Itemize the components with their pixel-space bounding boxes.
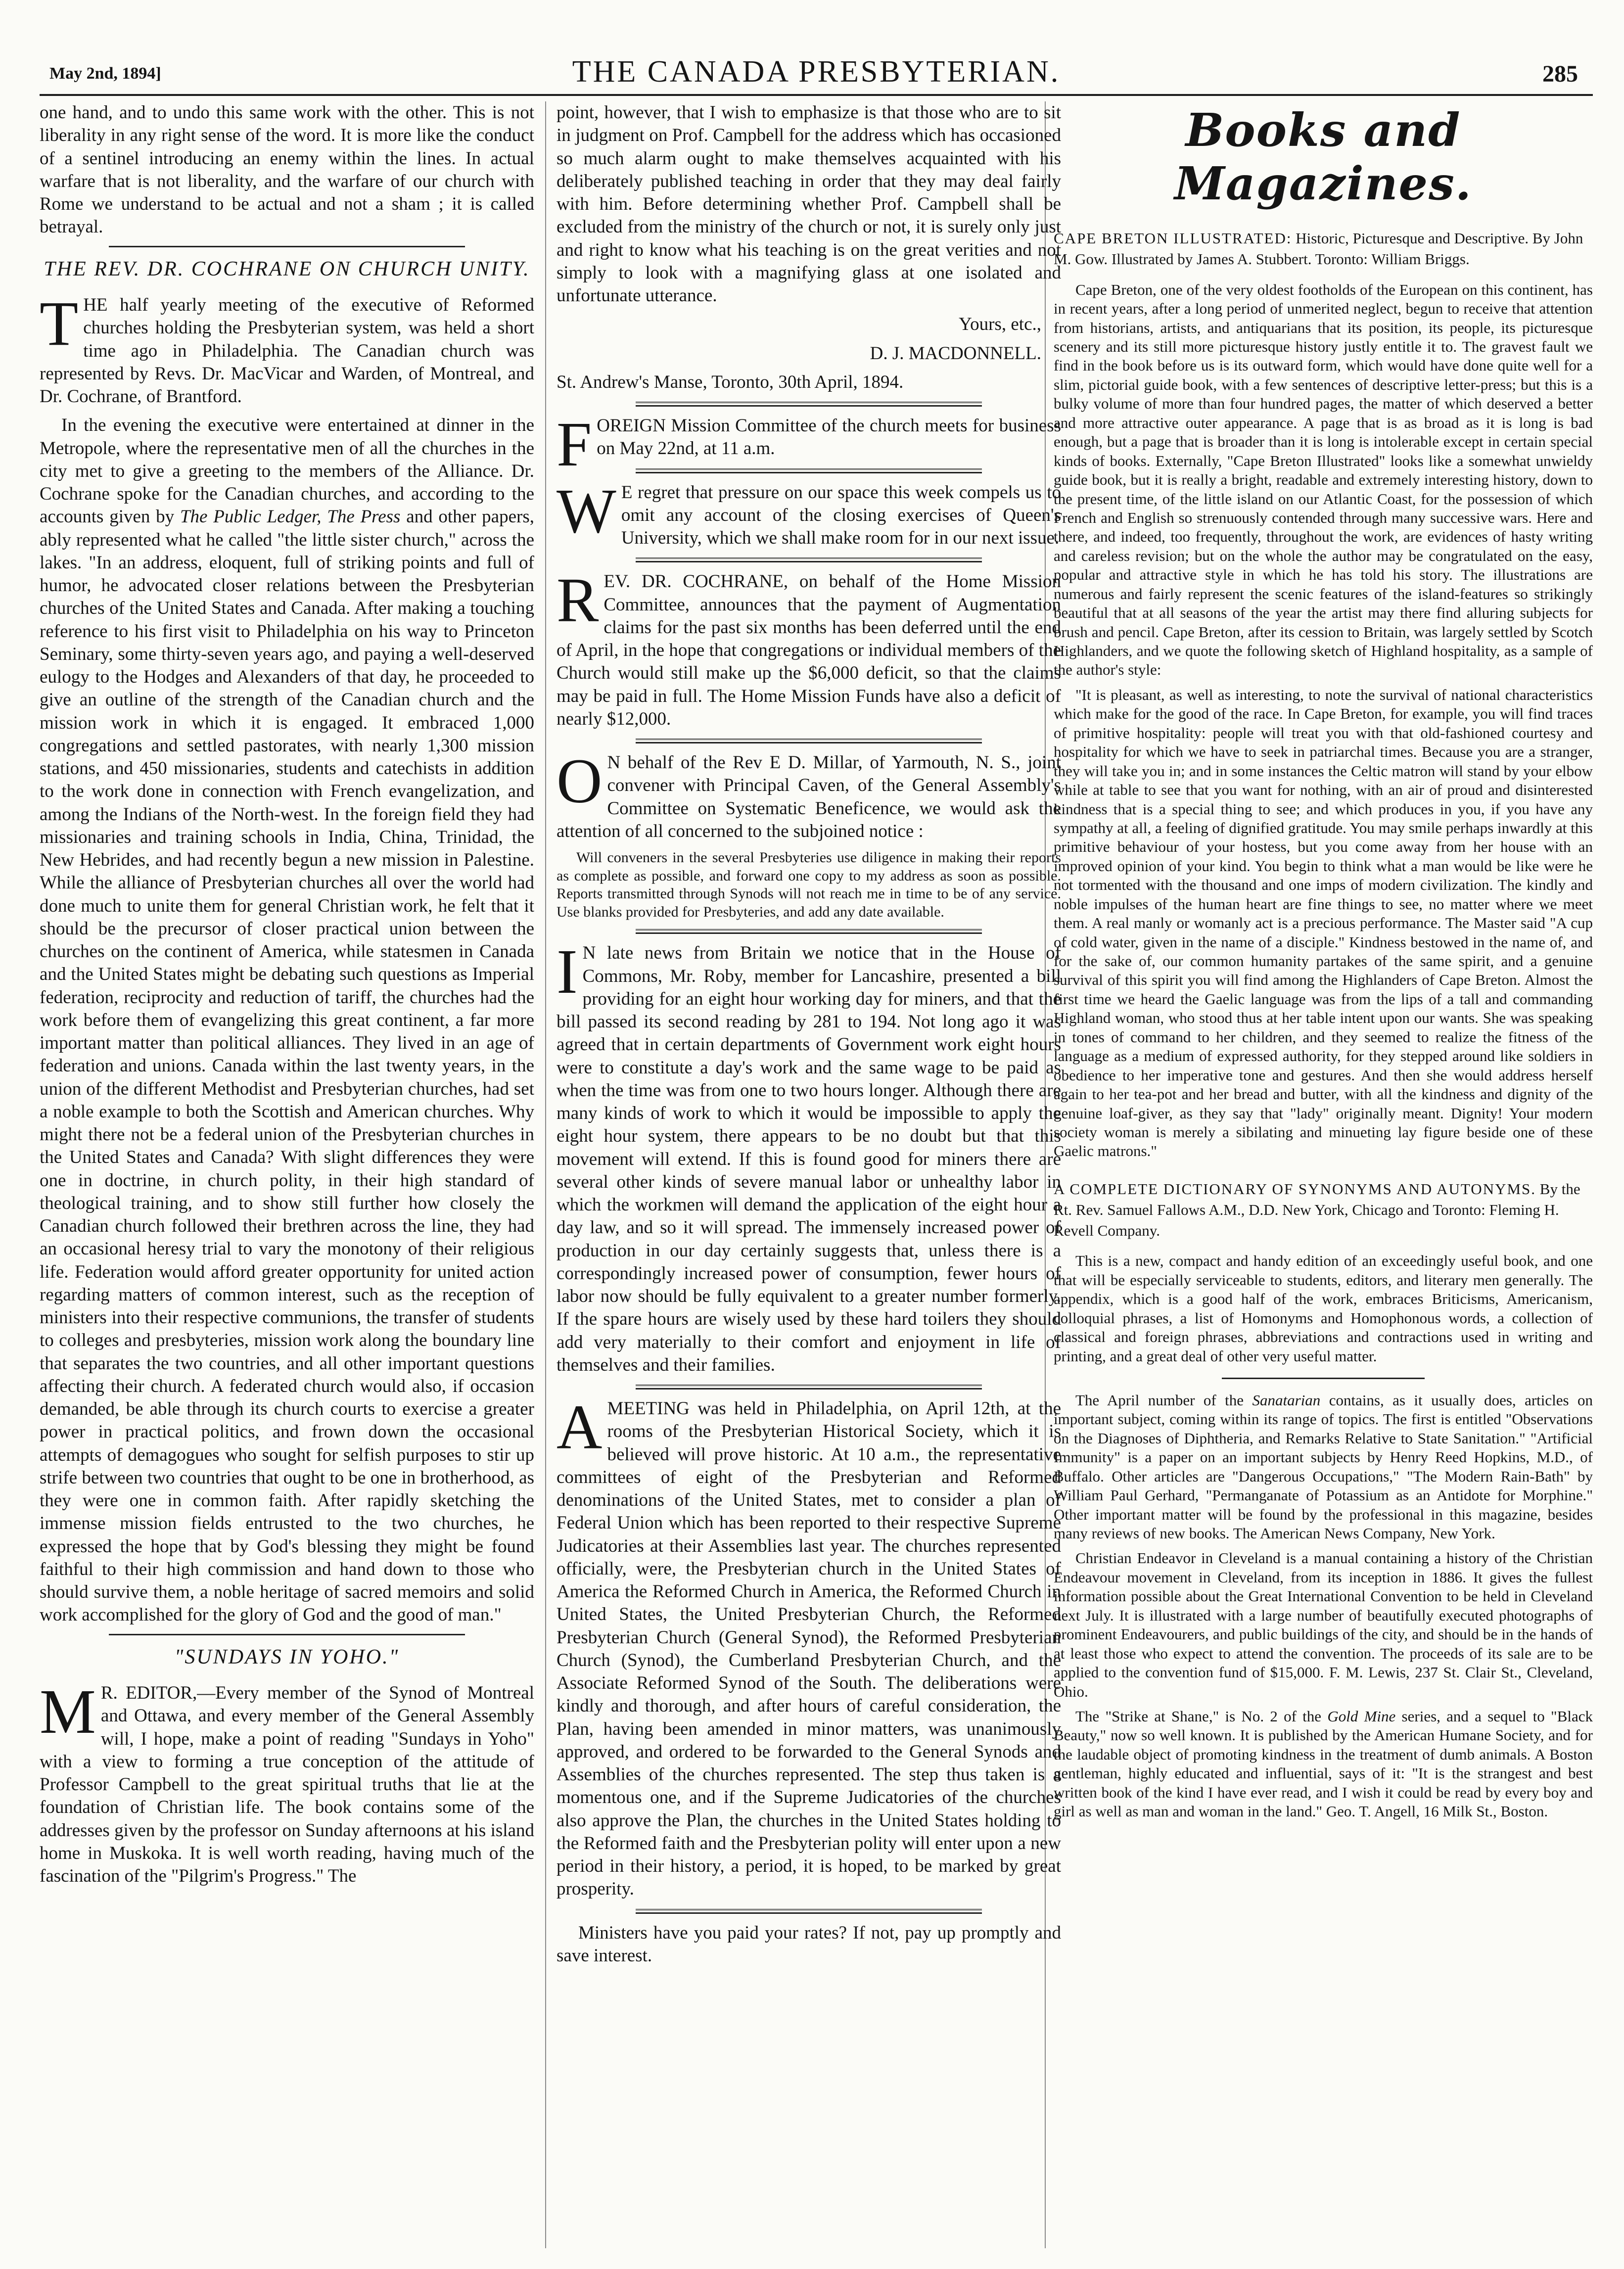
article-paragraph: THE half yearly meeting of the executive of Reformed churches holding the Presbyterian system, was held a short time ago in Philadelphia. The Canadian church was represented by Revs. Dr. MacVicar and Warden, of Montreal, and Dr. Cochrane, of Brantford.	[40, 288, 534, 407]
masthead-title: THE CANADA PRESBYTERIAN.	[572, 55, 1061, 89]
section-rule	[636, 1909, 982, 1914]
article-paragraph: In the evening the executive were entertained at dinner in the Metropole, where the representative men of all the churches in the city met to give a greeting to the members of the Alliance. Dr. Cochrane spoke for the Canadian churches, and according to the accounts given by The Public Ledger, The Press and other papers, ably represented what he called "the little sister church," across the lakes. "In an address, eloquent, full of striking points and full of humor, he advocated closer relations between the Presbyterian churches of the United States and Canada. After making a touching reference to his first visit to Philadelphia on his way to Princeton Seminary, some thirty-seven years ago, and paying a well-deserved eulogy to the Hodges and Alexanders of that day, he proceeded to give an outline of the strength of the Canadian church and the mission work in which it is engaged. It embraced 1,000 congregations and settled pastorates, with nearly 1,300 mission stations, and 450 missionaries, students and catechists in addition to the work done in connection with French evangelization, and among the Indians of the North-west. In the foreign field they had missionaries and training schools in India, China, Trinidad, the New Hebrides, and had recently begun a new mission in Palestine. While the alliance of Presbyterian churches all over the world had done much to unite them for general Christian work, he felt that it should be the precursor of closer practical union between the churches on the continent of America, while statesmen in Canada and the United States might be debating such questions as Imperial federation, reciprocity and reduction of tariff, the churches had the work before them of evangelizing this great continent, a far more important matter than political alliances. They lived in an age of federation and unions. Canada within the last twenty years, in the union of the different Methodist and Presbyterian churches, had set a noble example to both the Scottish and American churches. Why might there not be a federal union of the Presbyterian churches in the United States and Canada? With slight differences they were one in doctrine, in church polity, in their high standard of theological training, and to show still further how closely the Canadian church followed their brethren across the line, they had an occasional heresy trial to vary the monotony of their religious life. Federation would afford greater opportunity for united action regarding matters of common interest, such as the reception of ministers into their respective communions, the transfer of students to colleges and presbyteries, mission work along the boundary line that separates the two countries, and all other important questions affecting their church. A federated church would also, if occasion demanded, be able through its church courts to exercise a greater power in practical politics, and frown down the occasional attempts of demagogues who sought for selfish purposes to stir up strife between two countries that ought to be one in brotherhood, as they were one in common faith. After rapidly sketching the immense mission fields entrusted to the two churches, he expressed the hope that by God's blessing they might be found faithful to their high commission and hand down to those who should survive them, a noble heritage of sacred memoirs and solid work accomplished for the glory of God and the good of man."	[40, 415, 534, 1625]
continued-paragraph: one hand, and to undo this same work with the other. This is not liberality in any right sense of the word. It is more like the conduct of a sentinel introducing an enemy within the lines. In actual warfare that is not liberality, and the warfare of our church with Rome we understand to be actual and not a sham ; it is called betrayal.	[40, 102, 534, 237]
column-2	[557, 101, 1061, 2248]
column-divider	[545, 101, 546, 2248]
drop-cap: R	[557, 565, 599, 636]
section-rule	[636, 557, 982, 562]
section-rule	[636, 929, 982, 934]
section-rule	[109, 246, 465, 247]
series-title: Gold Mine	[1327, 1707, 1396, 1725]
magazine-review: Christian Endeavor in Cleveland is a manual containing a history of the Christian Endeavour movement in Cleveland, from its inception in 1886. It gives the fullest information possible about the Great International Convention to be held in Cleveland next July. It is illustrated with a large number of beautifully executed photographs of prominent Endeavourers, and public buildings of the city, and should be in the hands of at least those who expect to attend the convention. The proceeds of its sale are to be applied to the convention fund of $15,000. F. M. Lewis, 237 St. Clair St., Cleveland, Ohio.	[1054, 1549, 1593, 1700]
notice-rates: Ministers have you paid your rates? If not, pay up promptly and save interest.	[557, 1922, 1061, 1966]
letter-signature: D. J. MACDONNELL.	[870, 343, 1041, 364]
book-meta: By the Rt. Rev. Samuel Fallows A.M., D.D. New York, Chicago and Toronto: Fleming H. Revell Company.	[1054, 1180, 1580, 1239]
drop-cap: F	[557, 409, 592, 479]
article-philadelphia-meeting: AMEETING was held in Philadelphia, on April 12th, at the rooms of the Presbyterian Historical Society, which it is believed will prove historic. At 10 a.m., the representative committees of eight of the Presbyterian and Reformed denominations of the United States, met to consider a plan of Federal Union which has been reported to their respective Supreme Judicatories at their Assemblies last year. The churches represented officially, were, the Presbyterian church in the United States of America the Reformed Church in America, the Reformed Church in United States, the United Presbyterian Church, the Reformed Presbyterian Church (General Synod), the Reformed Presbyterian Church (Synod), the Cumberland Presbyterian Church, and the Associate Reformed Synod of the South. The deliberations were kindly and thorough, and after hours of careful consideration, the Plan, having been amended in minor matters, was unanimously approved, and ordered to be forwarded to the General Synods and Assemblies of the churches represented. The step thus taken is a momentous one, and if the Supreme Judicatories of the churches also approve the Plan, the churches in the United States holding to the Reformed faith and the Presbyterian polity will enter upon a new period in their history, a period, it is hoped, to be marked by great prosperity.	[557, 1392, 1061, 1899]
notice-systematic-beneficence: O N behalf of the Rev E D. Millar, of Yarmouth, N. S., joint convener with Principal Caven, of the General Assembly's Committee on Systematic Beneficence, we would ask the attention of all concerned to the subjoined notice :	[557, 746, 1061, 841]
drop-cap: W	[557, 475, 616, 546]
subjoined-notice: Will conveners in the several Presbyteries use diligence in making their reports as complete as possible, and forward one copy to my address as soon as possible. Reports transmitted through Synods will not reach me in time to be of any service. Use blanks provided for Presbyteries, and add any date available.	[557, 849, 1061, 920]
section-rule	[636, 1385, 982, 1389]
drop-cap: I	[557, 936, 578, 1007]
article-heading-sundays-in-yoho: "SUNDAYS IN YOHO."	[174, 1645, 400, 1668]
article-eight-hour-day: I N late news from Britain we notice that in the House of Commons, Mr. Roby, member for Lancashire, presented a bill providing for an eight hour working day for miners, and that the bill passed its second reading by 281 to 194. Not long ago it was agreed that in certain departments of Government work eight hours were to constitute a day's work and the same wage to be paid as when the time was from one to two hours longer. Although there are many kinds of work to which it would be impossible to apply the eight hour system, there appears to be no doubt but that this movement will extend. If this is found good for miners there are several other kinds of severe manual labor or unhealthy labor in which the workmen will demand the application of the eight hour a day law, and so it will spread. The immensely increased power of production in our day certainly suggests that, unless there is a correspondingly increased power of consumption, fewer hours of labor now should be fully equivalent to a greater number formerly. If the spare hours are wisely used by these hard toilers they should add very materially to their comfort and enjoyment in life of themselves and their families.	[557, 936, 1061, 1375]
book-quote: "It is pleasant, as well as interesting, to note the survival of national characteristics which make for the good of the race. In Cape Breton, for example, you will find traces of primitive hospitality: people will treat you with that old-fashioned courtesy and hospitality for which we have to seek in patriarchal times. Because you are a stranger, they will take you in; and in some instances the Celtic matron will stand by your elbow while at table to see that you want for nothing, with an air of proud and disinterested kindness that is a special thing to see; and which produces in you, if you have any sympathy at all, a feeling of dignified gratitude. You may smile perhaps inwardly at this primitive behaviour of your hostess, but you come away from her house with an improved opinion of your kind. You begin to think what a man would be like were he not tormented with the thousand and one imps of modern civilization. The kindly and noble impulses of the human heart are fine things to see, no matter where we meet them. A real manly or womanly act is a precious performance. The Master said "A cup of cold water, given in the name of a disciple." Kindness bestowed in the name of, and for the sake of, our common humanity partakes of the same spirit, and a genuine survival of this spirit you will find among the Highlanders of Cape Breton. Almost the first time we heard the Gaelic language was from the lips of a tall and commanding Highland woman, who stood thus at her table intent upon our wants. She was speaking in tones of command to her children, and they seemed to realize the fitness of the language as a medium of expressed authority, for they stepped around like soldiers in obedience to her imperative tone and gestures. And then she would address herself again to her tea-pot and her bread and butter, with all the kindness and dignity of the genuine loaf-giver, as they say that "lady" originally meant. Dignity! Your modern society woman is merely a sibilating and minueting lay figure beside one of these Gaelic matrons."	[1054, 686, 1593, 1160]
section-rule	[636, 402, 982, 407]
drop-cap: T	[40, 288, 79, 359]
drop-cap: M	[40, 1676, 96, 1747]
book-heading	[1054, 228, 1593, 270]
magazine-review: The April number of the Sanatarian contains, as it usually does, articles on important subject, coming within its range of topics. The first is entitled "Observations on the Diagnoses of Diphtheria, and Remarks Relative to State Sanitation." "Artificial Immunity" is a paper on an important subjects by Henry Reed Hopkins, M.D., of Buffalo. Other articles are "Dangerous Occupations," "The Modern Rain-Bath" by William Paul Gerhard, "Permanganate of Potassium as an Antidote for Morphine." Other important matter will be found by the professional in this magazine, besides many reviews of new books. The American News Company, New York.	[1054, 1391, 1593, 1542]
section-rule	[1222, 1378, 1425, 1379]
source-citation: The Public Ledger, The Press	[180, 507, 401, 527]
letter-dateline: St. Andrew's Manse, Toronto, 30th April, 1894.	[557, 371, 904, 392]
article-paragraph: M R. EDITOR,—Every member of the Synod of Montreal and Ottawa, and every member of the General Assembly will, I hope, make a point of reading "Sundays in Yoho" with a view to forming a true conception of the attitude of Professor Campbell to the great spiritual truths that lie at the foundation of Christian life. The book contains some of the addresses given by the professor on Sunday afternoons at his island home in Muskoka. It is well worth reading, having much of the fascination of the "Pilgrim's Progress." The	[40, 1676, 534, 1886]
magazine-title: Sanatarian	[1252, 1391, 1321, 1409]
book-review: This is a new, compact and handy edition of an exceedingly useful book, and one that will be especially serviceable to students, editors, and literary men generally. The appendix, which is a good half of the work, embraces Briticisms, Americanism, colloquial phrases, a list of Homonyms and Homophonous words, a collection of classical and foreign phrases, abbreviations and contractions used in writing and printing, and a great deal of other very useful matter.	[1054, 1252, 1593, 1365]
section-rule	[636, 468, 982, 473]
page-number: 285	[1542, 61, 1578, 87]
column-3	[1054, 101, 1593, 2248]
letter-closing: Yours, etc.,	[959, 314, 1041, 335]
article-heading-church-unity: THE REV. DR. COCHRANE ON CHURCH UNITY.	[44, 257, 530, 280]
issue-date: May 2nd, 1894]	[49, 64, 161, 83]
drop-cap: A	[557, 1392, 603, 1463]
section-title-books-and-magazines: Books and Magazines.	[1174, 103, 1472, 210]
book-title: A COMPLETE DICTIONARY OF SYNONYMS AND AUTONYMS.	[1054, 1180, 1536, 1198]
page-header	[40, 54, 1593, 96]
magazine-review: The "Strike at Shane," is No. 2 of the Gold Mine series, and a sequel to "Black Beauty," now so well known. It is published by the American Humane Society, and for the laudable object of promoting kindness in the treatment of dumb animals. A Boston gentleman, highly educated and influential, says of it: "It is the strangest and best written book of the kind I have ever read, and I wish it could be read by every boy and girl as well as man and woman in the land." Geo. T. Angell, 16 Milk St., Boston.	[1054, 1707, 1593, 1820]
article-paragraph: point, however, that I wish to emphasize is that those who are to sit in judgment on Prof. Campbell for the address which has occasioned so much alarm ought to make themselves acquainted with his deliberately published teaching in order that they may deal fairly with him. Before determining whether Prof. Campbell shall be excluded from the ministry of the church or not, it is surely only just and right to know what his teaching is on the great verities and not simply to look with a magnifying glass at one isolated and unfortunate utterance.	[557, 102, 1061, 306]
book-meta: Historic, Picturesque and Descriptive. By John M. Gow. Illustrated by James A. Stubbert. Toronto: William Briggs.	[1054, 230, 1583, 268]
section-rule	[636, 739, 982, 743]
book-review: Cape Breton, one of the very oldest footholds of the European on this continent, has in recent years, after a long period of unmerited neglect, begun to receive that attention from historians, artists, and antiquarians that its position, its people, its picturesque scenery and its still more picturesque history justly entitle it to. The gravest fault we find in the book before us is its outward form, which would have done quite well for a slim, pictorial guide book, with a few sentences of descriptive letter-press; but this is a bulky volume of more than four hundred pages, the matter of which deserved a better and more attractive outer appearance. A page that is as broad as it is long is bad enough, but a page that is broader than it is long is intolerable except in certain special kinds of books. Externally, "Cape Breton Illustrated" looks like a somewhat unwieldy guide book, but it is really a bright, readable and extremely interesting history, down to the present time, of the little island on our Atlantic Coast, for the possession of which French and English so strenuously contended through many successive wars. Here and there, and indeed, too frequently, throughout the work, are evidences of hasty writing and careless revision; but on the whole the author may be congratulated on the easy, popular and attractive style in which he has told his story. The illustrations are numerous and fairly represent the scenic features of the island-features so strikingly beautiful that at all seasons of the year the artist may there find alluring subjects for brush and pencil. Cape Breton, after its cession to Britain, was largely settled by Scotch Highlanders, and we quote the following sketch of Highland hospitality, as a sample of the author's style:	[1054, 280, 1593, 679]
column-1	[40, 101, 534, 2248]
notice-foreign-mission: FOREIGN Mission Committee of the church meets for business on May 22nd, at 11 a.m.	[557, 409, 1061, 479]
notice-home-mission: REV. DR. COCHRANE, on behalf of the Home Mission Committee, announces that the payment of Augmentation claims for the past six months has been deferred until the end of April, in the hope that congregations or individual members of the Church would still make up the $6,000 deficit, so that the claims may be paid in full. The Home Mission Funds have also a deficit of nearly $12,000.	[557, 565, 1061, 729]
section-rule	[109, 1634, 465, 1635]
book-heading	[1054, 1179, 1593, 1241]
drop-cap: O	[557, 746, 603, 816]
book-title: CAPE BRETON ILLUSTRATED:	[1054, 230, 1292, 247]
notice-queens-university: W E regret that pressure on our space this week compels us to omit any account of the closing exercises of Queen's University, which we shall make room for in our next issue.	[557, 475, 1061, 548]
